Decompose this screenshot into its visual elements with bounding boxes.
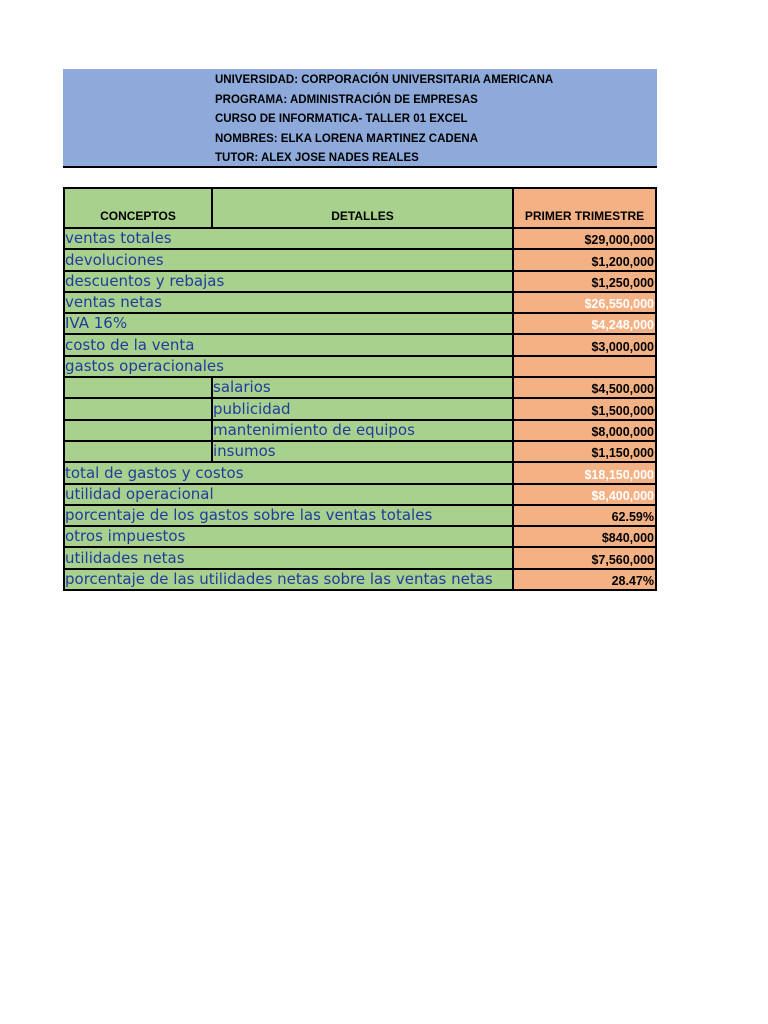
concept-cell[interactable]: [63, 442, 213, 463]
concept-cell[interactable]: gastos operacionales: [63, 357, 512, 378]
table-row: [63, 463, 657, 484]
concept-cell[interactable]: total de gastos y costos: [63, 463, 512, 484]
value-cell[interactable]: $1,250,000: [512, 272, 657, 293]
header-lines: [215, 71, 553, 169]
detail-cell[interactable]: insumos: [213, 442, 512, 463]
detail-cell[interactable]: mantenimiento de equipos: [213, 421, 512, 442]
concept-cell[interactable]: porcentaje de las utilidades netas sobre las ventas netas: [63, 570, 512, 591]
value-cell[interactable]: $7,560,000: [512, 548, 657, 569]
concept-cell[interactable]: otros impuestos: [63, 527, 512, 548]
detail-cell[interactable]: salarios: [213, 378, 512, 399]
table-row: [63, 314, 657, 335]
value-cell[interactable]: $8,400,000: [512, 485, 657, 506]
value-cell[interactable]: [512, 357, 657, 378]
column-header-details[interactable]: DETALLES: [213, 187, 512, 229]
table-row: [63, 421, 657, 442]
concept-cell[interactable]: descuentos y rebajas: [63, 272, 512, 293]
concept-cell[interactable]: IVA 16%: [63, 314, 512, 335]
table-row: [63, 506, 657, 527]
header-names: NOMBRES: ELKA LORENA MARTINEZ CADENA: [215, 132, 479, 145]
concept-cell[interactable]: costo de la venta: [63, 335, 512, 356]
value-cell[interactable]: $26,550,000: [512, 293, 657, 314]
table-row: [63, 548, 657, 569]
table-row: [63, 570, 657, 591]
value-cell[interactable]: $3,000,000: [512, 335, 657, 356]
column-header-concepts[interactable]: CONCEPTOS: [63, 187, 213, 229]
concept-cell[interactable]: porcentaje de los gastos sobre las ventas totales: [63, 506, 512, 527]
table-row: [63, 293, 657, 314]
value-cell[interactable]: $840,000: [512, 527, 657, 548]
table-row: [63, 378, 657, 399]
table-row: [63, 250, 657, 271]
value-cell[interactable]: $4,500,000: [512, 378, 657, 399]
table-row: [63, 272, 657, 293]
value-cell[interactable]: 28.47%: [512, 570, 657, 591]
value-cell[interactable]: $29,000,000: [512, 229, 657, 250]
header-program: PROGRAMA: ADMINISTRACIÓN DE EMPRESAS: [215, 93, 478, 106]
income-statement-table: [63, 187, 657, 591]
concept-cell[interactable]: [63, 378, 213, 399]
value-cell[interactable]: $8,000,000: [512, 421, 657, 442]
concept-cell[interactable]: ventas totales: [63, 229, 512, 250]
table-row: [63, 399, 657, 420]
table-row: [63, 335, 657, 356]
document-header: [63, 69, 657, 168]
concept-cell[interactable]: [63, 399, 213, 420]
concept-cell[interactable]: [63, 421, 213, 442]
concept-cell[interactable]: utilidad operacional: [63, 485, 512, 506]
detail-cell[interactable]: publicidad: [213, 399, 512, 420]
value-cell[interactable]: 62.59%: [512, 506, 657, 527]
value-cell[interactable]: $4,248,000: [512, 314, 657, 335]
table-row: [63, 485, 657, 506]
table-row: [63, 357, 657, 378]
table-row: [63, 442, 657, 463]
column-header-first-quarter[interactable]: PRIMER TRIMESTRE: [512, 187, 657, 229]
value-cell[interactable]: $1,150,000: [512, 442, 657, 463]
value-cell[interactable]: $1,500,000: [512, 399, 657, 420]
header-tutor: TUTOR: ALEX JOSE NADES REALES: [215, 152, 419, 165]
value-cell[interactable]: $18,150,000: [512, 463, 657, 484]
header-course: CURSO DE INFORMATICA- TALLER 01 EXCEL: [215, 113, 468, 126]
concept-cell[interactable]: devoluciones: [63, 250, 512, 271]
value-cell[interactable]: $1,200,000: [512, 250, 657, 271]
concept-cell[interactable]: ventas netas: [63, 293, 512, 314]
table-header-row: [63, 187, 657, 229]
concept-cell[interactable]: utilidades netas: [63, 548, 512, 569]
header-university: UNIVERSIDAD: CORPORACIÓN UNIVERSITARIA AMERICANA: [215, 74, 554, 86]
table-row: [63, 527, 657, 548]
table-row: [63, 229, 657, 250]
